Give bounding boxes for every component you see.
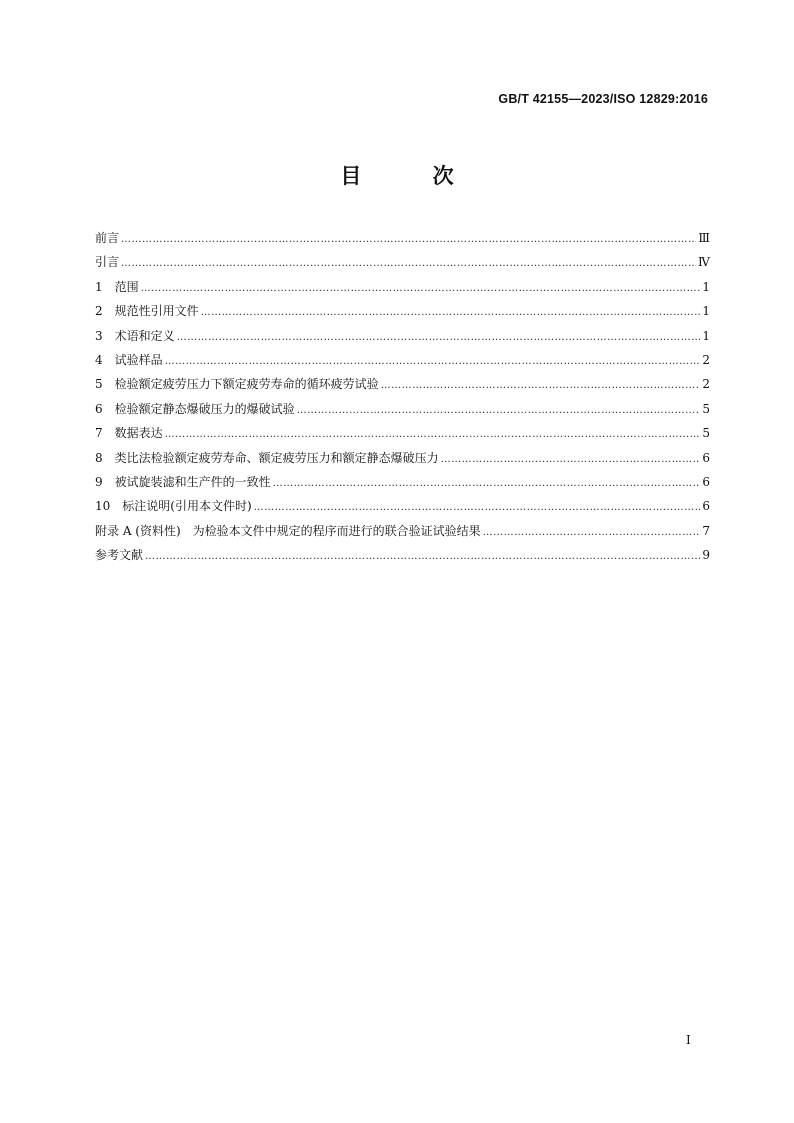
- page-number: I: [686, 1033, 691, 1047]
- toc-label: 引言: [95, 255, 120, 270]
- toc-leader: [165, 423, 700, 447]
- toc-entry-9[interactable]: [95, 470, 710, 494]
- toc-page-number: 1: [702, 304, 710, 319]
- toc-label: 7 数据表达: [95, 426, 163, 441]
- standard-code: GB/T 42155—2023/ISO 12829:2016: [498, 92, 708, 106]
- toc-entry-annex-a[interactable]: [95, 519, 710, 543]
- toc-entry-3[interactable]: [95, 324, 710, 348]
- toc-entry-bibliography[interactable]: [95, 543, 710, 567]
- toc-leader: [381, 374, 700, 398]
- toc-entry-6[interactable]: [95, 397, 710, 421]
- toc-page-number: Ⅳ: [698, 255, 710, 270]
- toc-entry-10[interactable]: [95, 494, 710, 518]
- toc-label: 2 规范性引用文件: [95, 304, 199, 319]
- toc-entry-8[interactable]: [95, 446, 710, 470]
- table-of-contents: [95, 226, 710, 567]
- toc-page-number: Ⅲ: [698, 231, 710, 245]
- toc-label: 3 术语和定义: [95, 328, 175, 343]
- toc-label: 9 被试旋装滤和生产件的一致性: [95, 474, 271, 489]
- toc-entry-7[interactable]: [95, 421, 710, 445]
- toc-leader: [121, 252, 696, 276]
- toc-page-number: 1: [702, 328, 710, 343]
- toc-page-number: 1: [702, 279, 710, 294]
- toc-label: 4 试验样品: [95, 352, 163, 367]
- toc-page-number: 6: [702, 474, 710, 489]
- toc-leader: [141, 277, 700, 301]
- toc-label: 8 类比法检验额定疲劳寿命、额定疲劳压力和额定静态爆破压力: [95, 450, 439, 465]
- toc-page-number: 2: [702, 377, 710, 392]
- toc-leader: [297, 399, 700, 423]
- toc-page-number: 5: [702, 401, 710, 416]
- toc-page-number: 9: [702, 548, 710, 563]
- toc-entry-1[interactable]: [95, 275, 710, 299]
- toc-leader: [177, 326, 700, 350]
- toc-leader: [121, 228, 696, 252]
- toc-label: 5 检验额定疲劳压力下额定疲劳寿命的循环疲劳试验: [95, 377, 379, 392]
- toc-label: 前言: [95, 231, 120, 245]
- toc-label: 6 检验额定静态爆破压力的爆破试验: [95, 401, 295, 416]
- toc-leader: [254, 496, 700, 520]
- toc-page-number: 6: [702, 499, 710, 514]
- toc-leader: [273, 472, 700, 496]
- toc-entry-introduction[interactable]: [95, 250, 710, 274]
- toc-label: 10 标注说明(引用本文件时): [95, 499, 252, 514]
- toc-leader: [483, 521, 700, 545]
- toc-label: 附录 A (资料性) 为检验本文件中规定的程序而进行的联合验证试验结果: [95, 523, 481, 538]
- toc-page-number: 2: [702, 352, 710, 367]
- toc-leader: [201, 301, 700, 325]
- toc-leader: [145, 545, 700, 569]
- toc-entry-5[interactable]: [95, 372, 710, 396]
- toc-page-number: 6: [702, 450, 710, 465]
- toc-page-number: 5: [702, 426, 710, 441]
- toc-label: 参考文献: [95, 548, 144, 563]
- page-title: 目 次: [340, 164, 486, 188]
- toc-leader: [441, 448, 700, 472]
- toc-entry-2[interactable]: [95, 299, 710, 323]
- toc-page-number: 7: [702, 523, 710, 538]
- toc-leader: [165, 350, 700, 374]
- toc-entry-foreword[interactable]: [95, 226, 710, 250]
- toc-entry-4[interactable]: [95, 348, 710, 372]
- toc-label: 1 范围: [95, 279, 139, 294]
